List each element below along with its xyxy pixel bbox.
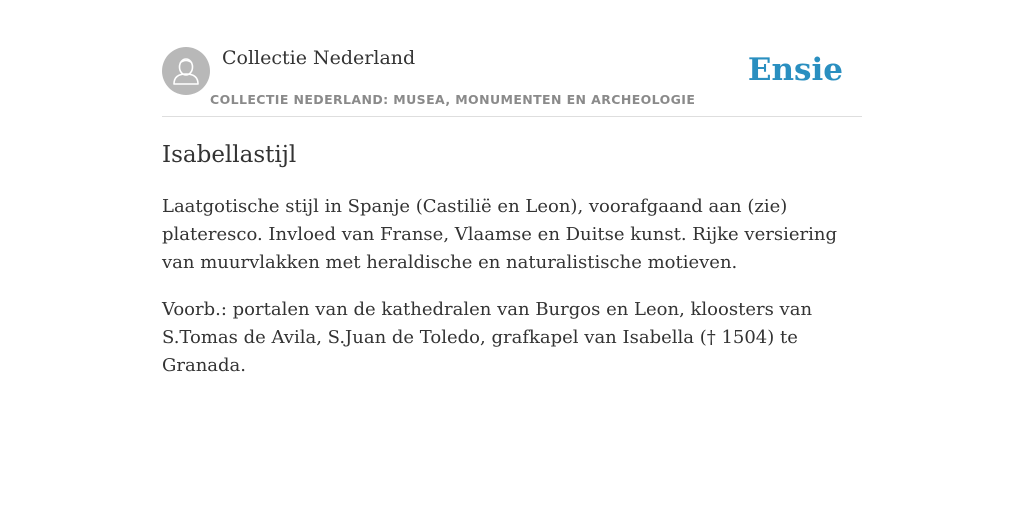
- ensie-logo[interactable]: Ensie: [747, 52, 843, 88]
- entry-title: Isabellastijl: [162, 142, 297, 168]
- entry-paragraph: Laatgotische stijl in Spanje (Castilië en Leon), voorafgaand aan (zie) plateresco. Invloed van Franse, Vlaamse en Duitse kunst. Rijke versiering van muurvlakken met heraldische en naturalistische motieven.: [162, 196, 837, 273]
- entry-header: [162, 0, 862, 117]
- user-silhouette-icon: [162, 47, 210, 95]
- user-avatar-icon[interactable]: [162, 47, 210, 95]
- entry-body: [162, 193, 862, 399]
- author-name[interactable]: Collectie Nederland: [222, 47, 416, 69]
- entry-page: [162, 0, 862, 512]
- source-collection[interactable]: COLLECTIE NEDERLAND: MUSEA, MONUMENTEN EN ARCHEOLOGIE: [210, 92, 696, 107]
- entry-paragraph: Voorb.: portalen van de kathedralen van Burgos en Leon, kloosters van S.Tomas de Avila, S.Juan de Toledo, grafkapel van Isabella († 1504) te Granada.: [162, 299, 813, 376]
